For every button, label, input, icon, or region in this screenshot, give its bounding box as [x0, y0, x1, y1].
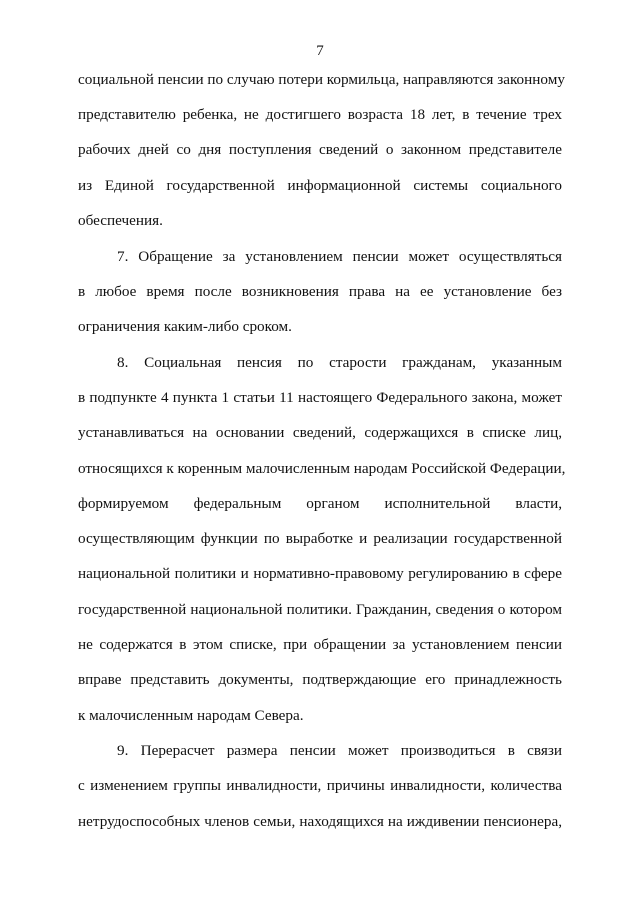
text-line: относящихся к коренным малочисленным народам Российской Федерации,: [78, 460, 566, 477]
text-line: социальной пенсии по случаю потери кормильца, направляются законному: [78, 71, 565, 88]
text-line: представителю ребенка, не достигшего возраста 18 лет, в течение трех: [78, 106, 562, 123]
text-line: 9. Перерасчет размера пенсии может производиться в связи: [117, 742, 562, 759]
text-line: в любое время после возникновения права на ее установление без: [78, 283, 562, 300]
text-line: ограничения каким-либо сроком.: [78, 318, 292, 335]
text-line: 8. Социальная пенсия по старости гражданам, указанным: [117, 354, 562, 371]
text-line: государственной национальной политики. Гражданин, сведения о котором: [78, 601, 562, 618]
text-line: не содержатся в этом списке, при обращении за установлением пенсии: [78, 636, 562, 653]
text-line: национальной политики и нормативно-правовому регулированию в сфере: [78, 565, 562, 582]
text-line: из Единой государственной информационной системы социального: [78, 177, 562, 194]
page-number: 7: [316, 43, 324, 59]
text-line: с изменением группы инвалидности, причины инвалидности, количества: [78, 777, 562, 794]
text-line: осуществляющим функции по выработке и реализации государственной: [78, 530, 562, 547]
text-line: устанавливаться на основании сведений, содержащихся в списке лиц,: [78, 424, 562, 441]
text-line: обеспечения.: [78, 212, 163, 229]
text-line: рабочих дней со дня поступления сведений о законном представителе: [78, 141, 562, 158]
text-line: формируемом федеральным органом исполнительной власти,: [78, 495, 562, 512]
text-line: вправе представить документы, подтверждающие его принадлежность: [78, 671, 562, 688]
text-line: 7. Обращение за установлением пенсии может осуществляться: [117, 248, 562, 265]
text-line: к малочисленным народам Севера.: [78, 707, 304, 724]
text-line: в подпункте 4 пункта 1 статьи 11 настоящего Федерального закона, может: [78, 389, 562, 406]
text-line: нетрудоспособных членов семьи, находящихся на иждивении пенсионера,: [78, 813, 562, 830]
